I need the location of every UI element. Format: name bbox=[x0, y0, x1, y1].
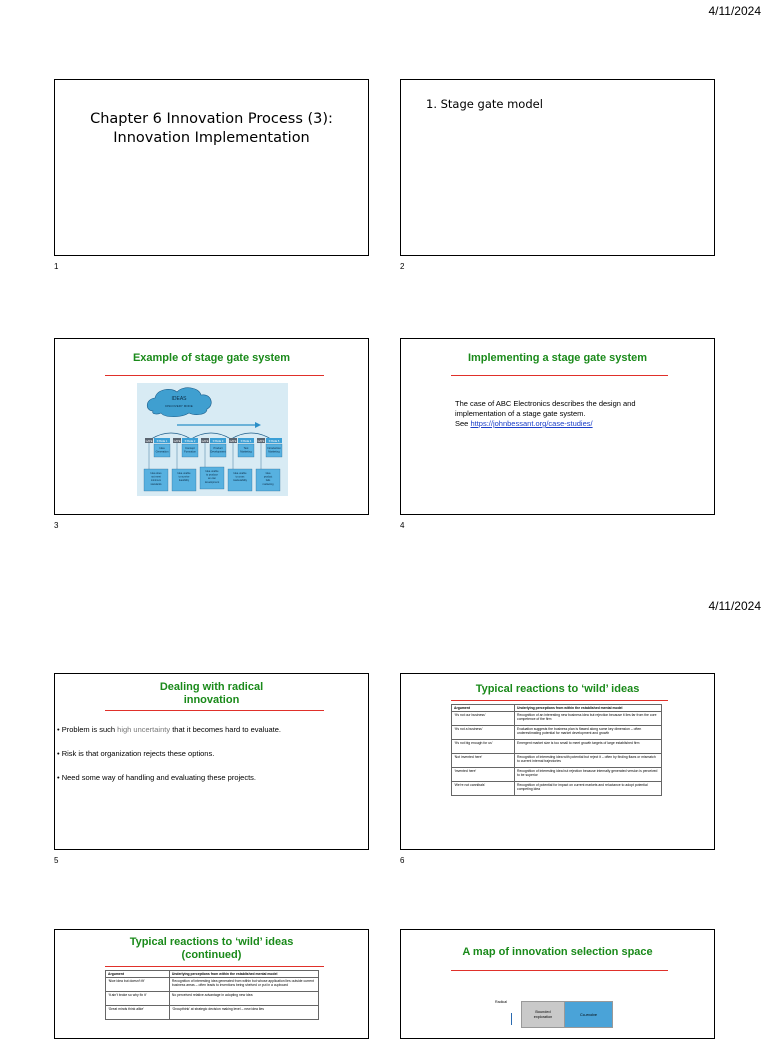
slide-4-body bbox=[455, 399, 665, 429]
map-cell-label: Bounded exploration bbox=[533, 1010, 553, 1019]
slide-7-title-line1: Typical reactions to ‘wild’ ideas bbox=[129, 936, 294, 948]
slide-1-title: Chapter 6 Innovation Process (3): Innovation Implementation bbox=[90, 111, 333, 146]
slide-8-title: A map of innovation selection space bbox=[462, 946, 653, 958]
slide-4 bbox=[400, 338, 715, 515]
slide-2-text: 1. Stage gate model bbox=[426, 97, 543, 111]
dropout-text: to produce bbox=[206, 473, 218, 477]
title-underline bbox=[451, 700, 668, 701]
table-row bbox=[452, 782, 662, 796]
table-header: Underlying perceptions from within the established mental model bbox=[515, 705, 662, 712]
table-cell: ‘It ain’t broke so why fix it’ bbox=[106, 992, 170, 1006]
dropout-text: Idea unable bbox=[205, 470, 219, 473]
slide-5-title bbox=[55, 681, 368, 707]
table-header: Argument bbox=[452, 705, 515, 712]
slide-5-title-line2: innovation bbox=[183, 694, 240, 706]
table-cell: ‘Invented here’ bbox=[452, 768, 515, 782]
stage-label: STAGE 4 bbox=[240, 440, 252, 443]
dropout-text: feasibility bbox=[178, 479, 190, 483]
gate-label: GATE bbox=[201, 440, 209, 443]
gate-label: GATE bbox=[173, 440, 181, 443]
bullet-highlight: high uncertainty bbox=[117, 725, 171, 734]
title-underline bbox=[451, 970, 668, 971]
table-cell: ‘Groupthink’ at strategic decision making level – new idea lies bbox=[169, 1006, 318, 1020]
stage-label: STAGE 3 bbox=[212, 440, 224, 443]
slide-4-title: Implementing a stage gate system bbox=[467, 352, 648, 364]
bullet bbox=[57, 773, 325, 783]
title-underline bbox=[105, 375, 324, 376]
stage-name: Product bbox=[213, 447, 223, 450]
dropout-text: marketing bbox=[262, 482, 274, 486]
slide-number: 1 bbox=[54, 262, 59, 271]
slide-7-title-line2: (continued) bbox=[181, 949, 242, 961]
table-row bbox=[106, 978, 319, 992]
table-cell: ‘Not invented here’ bbox=[452, 754, 515, 768]
title-underline bbox=[105, 966, 324, 967]
table-cell: Emergent market size is too small to meet growth targets of large established firm bbox=[515, 740, 662, 754]
bullet-text: • Problem is such bbox=[57, 725, 118, 734]
bullet bbox=[57, 749, 325, 759]
table-row bbox=[452, 754, 662, 768]
table-cell: Recognition of interesting idea generated from within but whose application lies outside current business areas – often leads to inventions being shelved or put in a cupboard bbox=[169, 978, 318, 992]
table-cell: Recognition of potential for impact on current markets and reluctance to adopt potential competing idea bbox=[515, 782, 662, 796]
see-label: See bbox=[455, 419, 471, 428]
cloud-title: IDEAS bbox=[171, 396, 187, 402]
title-underline bbox=[451, 375, 668, 376]
table-row bbox=[452, 726, 662, 740]
table-cell: ‘We’re not cannibals’ bbox=[452, 782, 515, 796]
stage-label: STAGE 5 bbox=[268, 440, 280, 443]
stage-gate-diagram bbox=[137, 383, 288, 496]
bullet bbox=[57, 725, 325, 735]
slide-2 bbox=[400, 79, 715, 256]
dropout-text: product bbox=[263, 475, 273, 479]
table-row bbox=[452, 740, 662, 754]
dropout-text: to survive bbox=[178, 475, 190, 479]
case-studies-link[interactable]: https://johnbessant.org/case-studies/ bbox=[470, 419, 593, 428]
stage-name: Introduction bbox=[267, 447, 281, 450]
slide-number: 2 bbox=[400, 262, 405, 271]
dropout-text: an own bbox=[207, 477, 217, 481]
dropout-text: Idea unable bbox=[233, 472, 247, 475]
table-cell: ‘It’s not our business’ bbox=[452, 712, 515, 726]
slide-6 bbox=[400, 673, 715, 850]
dropout-text: Idea bbox=[265, 472, 271, 475]
dropout-text: not meet bbox=[151, 475, 161, 479]
stage-name: Marketing bbox=[268, 450, 280, 454]
table-row bbox=[452, 712, 662, 726]
cloud-subtitle: DISCOVERY MODE bbox=[165, 404, 193, 408]
slide-3-title: Example of stage gate system bbox=[132, 352, 291, 364]
table-cell: ‘It’s not a business’ bbox=[452, 726, 515, 740]
dropout-text: to cross bbox=[235, 475, 245, 479]
slide-8 bbox=[400, 929, 715, 1039]
table-cell: ‘It’s not big enough for us’ bbox=[452, 740, 515, 754]
stage-label: STAGE 1 bbox=[156, 440, 168, 443]
table-header-row bbox=[106, 971, 319, 978]
stage-name: Generation bbox=[155, 450, 169, 454]
bullet-text: • Risk is that organization rejects these options. bbox=[57, 749, 215, 758]
gate-label: GATE bbox=[229, 440, 237, 443]
stage-name: Concept bbox=[185, 447, 195, 450]
map-axis-arrow bbox=[511, 1013, 512, 1025]
reactions-table bbox=[105, 970, 319, 1020]
table-cell: Recognition of an interesting new business idea but rejection because it lies far from the core competence of the firm bbox=[515, 712, 662, 726]
slide-number: 4 bbox=[400, 521, 405, 530]
stage-name: Marketing bbox=[240, 450, 252, 454]
table-row bbox=[106, 992, 319, 1006]
slide-5-bullets bbox=[57, 725, 325, 783]
stage-name: Development bbox=[210, 450, 226, 454]
dropout-text: minimum bbox=[150, 479, 162, 483]
table-cell: ‘Great minds think alike’ bbox=[106, 1006, 170, 1020]
bullet-text: • Need some way of handling and evaluating these projects. bbox=[57, 773, 256, 782]
stage-name: Formation bbox=[184, 450, 196, 454]
slide-5-title-line1: Dealing with radical bbox=[159, 681, 264, 693]
table-row bbox=[106, 1006, 319, 1020]
title-underline bbox=[105, 710, 324, 711]
table-cell: ‘Nice idea but doesn’t fit’ bbox=[106, 978, 170, 992]
bullet-text: that it becomes hard to evaluate. bbox=[170, 725, 282, 734]
dropout-text: Idea unable bbox=[177, 472, 191, 475]
slide-7 bbox=[54, 929, 369, 1039]
table-header: Argument bbox=[106, 971, 170, 978]
dropout-text: marketability bbox=[232, 479, 248, 483]
slide-5 bbox=[54, 673, 369, 850]
slide-number: 5 bbox=[54, 856, 59, 865]
table-cell: Recognition of interesting idea but rejection because internally generated version is perceived to be superior bbox=[515, 768, 662, 782]
table-cell: Recognition of interesting idea with potential but reject it – often by finding flaws or mismatch to current internal trajectories bbox=[515, 754, 662, 768]
slide-1 bbox=[54, 79, 369, 256]
date-header-mid: 4/11/2024 bbox=[708, 599, 761, 613]
slide-number: 3 bbox=[54, 521, 59, 530]
slide-number: 6 bbox=[400, 856, 405, 865]
table-cell: No perceived relative advantage in adopting new idea bbox=[169, 992, 318, 1006]
reactions-table bbox=[451, 704, 662, 796]
slide-6-title: Typical reactions to ‘wild’ ideas bbox=[475, 683, 640, 695]
map-axis-label: Radical bbox=[495, 1000, 507, 1004]
date-header-top: 4/11/2024 bbox=[708, 4, 761, 18]
gate-label: GATE bbox=[145, 440, 153, 443]
stage-name: Idea bbox=[159, 447, 165, 450]
gate-label: GATE bbox=[257, 440, 265, 443]
slide-7-title bbox=[55, 936, 368, 962]
dropout-text: development bbox=[204, 480, 220, 484]
slide-3 bbox=[54, 338, 369, 515]
table-cell: Evaluation suggests the business plan is flawed along some key dimension – often underestimating potential for market development and growth bbox=[515, 726, 662, 740]
dropout-text: standards bbox=[150, 482, 162, 486]
table-row bbox=[452, 768, 662, 782]
table-header-row bbox=[452, 705, 662, 712]
stage-label: STAGE 2 bbox=[184, 440, 196, 443]
table-header: Underlying perceptions from within the established mental model bbox=[169, 971, 318, 978]
stage-name: Test bbox=[243, 447, 249, 450]
dropout-text: Idea does bbox=[150, 472, 162, 475]
map-cell-label: Co-evolve bbox=[579, 1012, 598, 1017]
slide-4-text: The case of ABC Electronics describes the design and implementation of a stage gate system. bbox=[455, 399, 636, 418]
dropout-text: fails bbox=[265, 479, 271, 483]
